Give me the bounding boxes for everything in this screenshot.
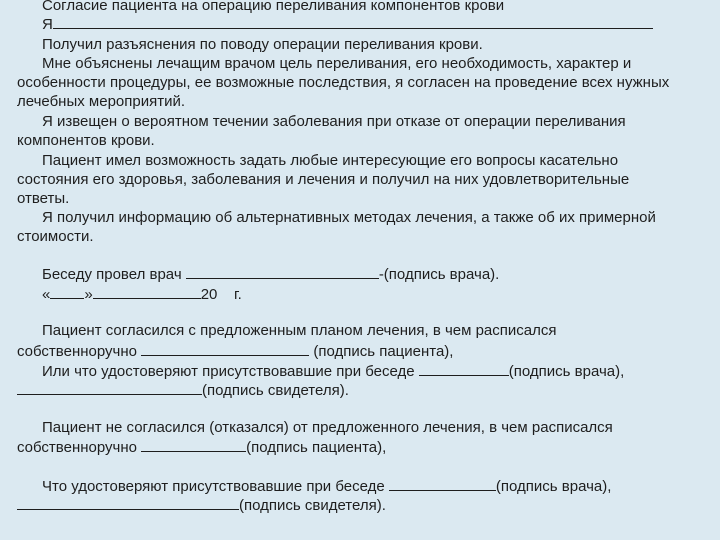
patient-signature-field[interactable] xyxy=(141,438,246,452)
paragraph-line: Я получил информацию об альтернативных методах лечения, а также об их примерной xyxy=(42,209,656,226)
doctor-line: Беседу провел врач -(подпись врача). xyxy=(42,266,500,283)
agree-line: Пациент согласился с предложенным планом лечения, в чем расписался xyxy=(42,322,557,339)
refuse-line: собственноручно (подпись пациента), xyxy=(17,439,387,456)
witness-signature-field[interactable] xyxy=(17,381,202,395)
document-title: Согласие пациента на операцию переливания компонентов крови xyxy=(42,0,505,14)
paragraph-line: лечебных мероприятий. xyxy=(17,93,186,110)
paragraph-line: Пациент имел возможность задать любые интересующие его вопросы касательно xyxy=(42,152,619,169)
paragraph-line: особенности процедуры, ее возможные последствия, я согласен на проведение всех нужных xyxy=(17,74,670,91)
month-field[interactable] xyxy=(93,285,201,299)
witness-signature-field[interactable] xyxy=(17,496,239,510)
doctor-signature-field[interactable] xyxy=(186,265,379,279)
paragraph-line: Получил разъяснения по поводу операции переливания крови. xyxy=(42,36,483,53)
paragraph-line: Я извещен о вероятном течении заболевания при отказе от операции переливания xyxy=(42,113,626,130)
agree-line: собственноручно (подпись пациента), xyxy=(17,343,454,360)
refuse-line: Что удостоверяют присутствовавшие при беседе (подпись врача), xyxy=(42,478,612,495)
refuse-line: (подпись свидетеля). xyxy=(17,496,386,514)
doctor-signature-field[interactable] xyxy=(389,477,496,491)
agree-line: Или что удостоверяют присутствовавшие при беседе (подпись врача), xyxy=(42,363,625,380)
date-line: « » 20 г. xyxy=(42,286,242,303)
paragraph-line: состояния его здоровья, заболевания и лечения и получил на них удовлетворительные xyxy=(17,171,630,188)
day-field[interactable] xyxy=(50,285,84,299)
paragraph-line: Мне объяснены лечащим врачом цель переливания, его необходимость, характер и xyxy=(42,55,632,72)
doctor-signature-field[interactable] xyxy=(419,362,509,376)
paragraph-line: стоимости. xyxy=(17,228,94,245)
patient-name-field[interactable] xyxy=(53,15,653,29)
patient-signature-field[interactable] xyxy=(141,342,309,356)
agree-line: (подпись свидетеля). xyxy=(17,381,349,399)
patient-name-line xyxy=(42,15,653,33)
refuse-line: Пациент не согласился (отказался) от предложенного лечения, в чем расписался xyxy=(42,419,613,436)
paragraph-line: ответы. xyxy=(17,190,70,207)
paragraph-line: компонентов крови. xyxy=(17,132,155,149)
ya-label: Я xyxy=(42,16,53,33)
